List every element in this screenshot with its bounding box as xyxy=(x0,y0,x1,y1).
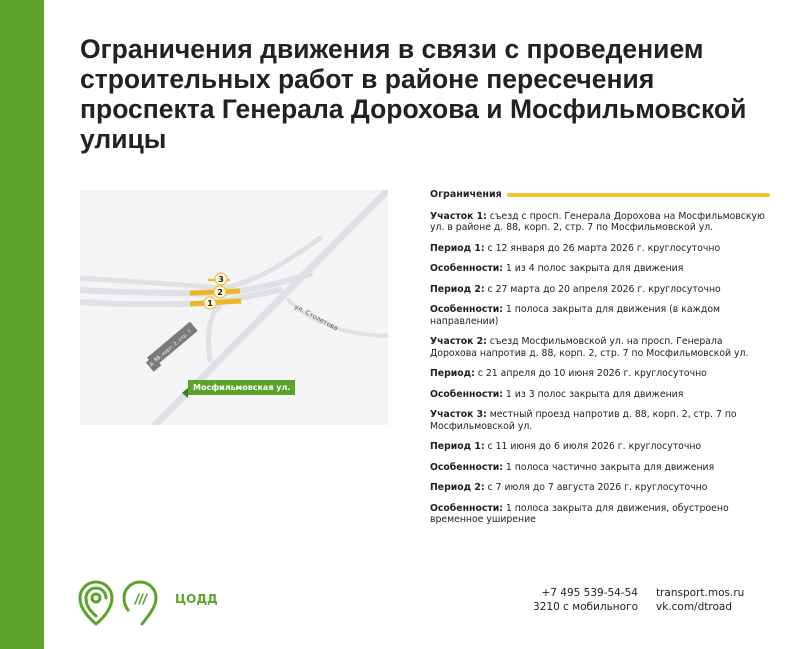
restriction-item xyxy=(430,211,770,234)
restriction-text: 1 полоса закрыта для движения (в каждом направлении) xyxy=(430,304,721,327)
restriction-label: Период 1: xyxy=(430,441,485,452)
restriction-text: с 7 июля до 7 августа 2026 г. круглосуточно xyxy=(484,482,708,493)
restriction-text: с 12 января до 26 марта 2026 г. круглосуточно xyxy=(484,242,721,254)
side-accent-bar xyxy=(0,0,44,649)
restriction-item xyxy=(430,368,770,380)
restriction-item xyxy=(430,304,770,327)
org-name: ЦОДД xyxy=(175,592,218,606)
vk-link[interactable]: vk.com/dtroad xyxy=(656,601,732,613)
restriction-text: 1 из 4 полос закрыта для движения xyxy=(502,263,684,274)
restriction-label: Участок 3: xyxy=(430,409,487,420)
restriction-label: Период 1: xyxy=(430,242,485,254)
restriction-label: Участок 2: xyxy=(430,336,487,347)
restriction-label: Особенности: xyxy=(430,502,503,514)
restriction-item xyxy=(430,462,770,474)
ramp xyxy=(209,306,220,360)
restriction-text: с 27 марта до 20 апреля 2026 г. круглосуточно xyxy=(484,283,721,295)
cod-logo-icon xyxy=(78,578,170,626)
restriction-item xyxy=(430,243,770,255)
restriction-label: Особенности: xyxy=(430,304,503,315)
restriction-text: съезд Мосфильмовской ул. на просп. Генерала Дорохова напротив д. 88, корп. 2, стр. 7 по Мосфильмовской ул. xyxy=(430,336,749,359)
building-label: д. 88, корп. 2, стр. 7 xyxy=(148,328,193,368)
restriction-label: Особенности: xyxy=(430,461,503,473)
restriction-text: с 21 апреля до 10 июня 2026 г. круглосуточно xyxy=(474,368,707,379)
accent-line xyxy=(507,193,770,197)
restriction-text: с 11 июня до 6 июля 2026 г. круглосуточно xyxy=(484,441,702,452)
scheme-map xyxy=(80,190,388,425)
restriction-text: местный проезд напротив д. 88, корп. 2, стр. 7 по Мосфильмовской ул. xyxy=(430,409,737,432)
restriction-text: 1 из 3 полос закрыта для движения xyxy=(502,388,684,400)
restriction-item xyxy=(430,441,770,453)
marker-1: 1 xyxy=(207,299,213,308)
restriction-label: Участок 1: xyxy=(430,210,487,222)
restrictions-title: Ограничения xyxy=(430,189,502,200)
restriction-item xyxy=(430,503,770,526)
marker-2: 2 xyxy=(217,288,223,297)
restriction-item xyxy=(430,336,770,359)
restriction-item xyxy=(430,263,770,275)
restrictions-header xyxy=(430,189,770,201)
links-block xyxy=(656,586,744,614)
restriction-item xyxy=(430,284,770,296)
mobile-short-number: 3210 с мобильного xyxy=(533,601,638,613)
site-link[interactable]: transport.mos.ru xyxy=(656,587,745,599)
building xyxy=(144,322,200,372)
restrictions-list xyxy=(430,189,770,535)
stoletova-label: ул. Столетова xyxy=(293,302,340,333)
restriction-label: Особенности: xyxy=(430,388,503,400)
street-label: Мосфильмовская ул. xyxy=(188,380,295,395)
restriction-label: Особенности: xyxy=(430,263,503,274)
restriction-text: 1 полоса закрыта для движения, обустроено временное уширение xyxy=(430,502,729,525)
restriction-text: 1 полоса частично закрыта для движения xyxy=(502,461,715,473)
phone-block xyxy=(530,586,638,614)
restriction-text: съезд с просп. Генерала Дорохова на Мосфильмовскую ул. в районе д. 88, корп. 2, стр. 7 по Мосфильмовской ул. xyxy=(430,210,765,233)
restriction-item xyxy=(430,482,770,494)
restriction-label: Период 2: xyxy=(430,482,485,493)
restriction-label: Период 2: xyxy=(430,283,485,295)
page-title: Ограничения движения в связи с проведением строительных работ в районе пересечения проспекта Генерала Дорохова и Мосфильмовской улицы xyxy=(80,34,747,154)
marker-3: 3 xyxy=(218,275,224,284)
restriction-item xyxy=(430,389,770,401)
phone[interactable]: +7 495 539-54-54 xyxy=(541,587,638,599)
restriction-label: Период: xyxy=(430,368,475,379)
restriction-item xyxy=(430,409,770,432)
